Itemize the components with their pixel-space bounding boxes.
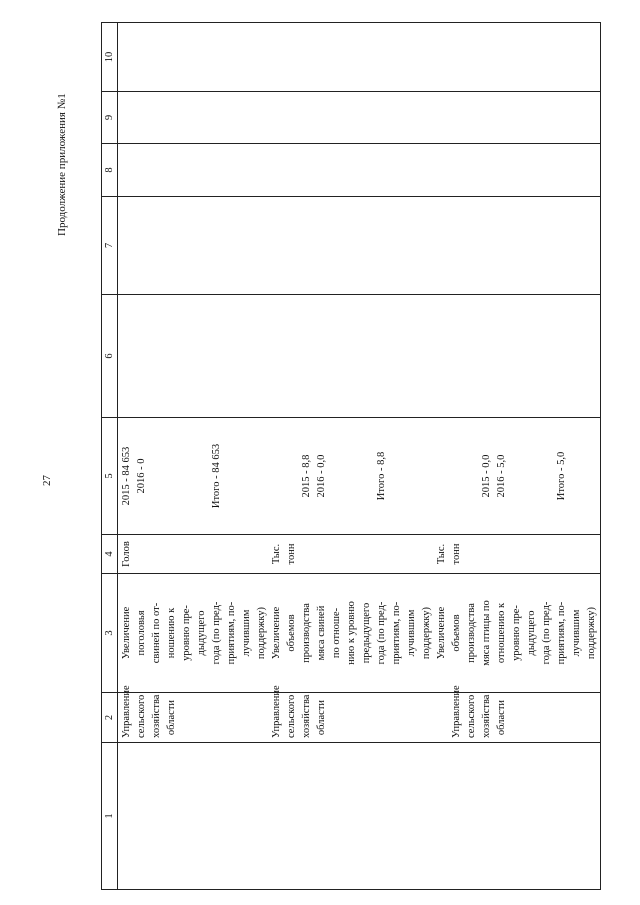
cell-text-line: объемов: [286, 614, 297, 652]
cell-text-line: свиней по от-: [151, 602, 162, 664]
cell-text-line: дыдущего: [196, 610, 207, 656]
cell-text-line: [359, 539, 374, 569]
cell-text-line: [374, 697, 389, 738]
col-2-cell: [118, 685, 601, 743]
cell-text-line: [404, 697, 419, 738]
cell-text-line: сельского: [136, 694, 147, 738]
table-body-row: [118, 23, 601, 890]
cell-text-line: Тыс.: [436, 543, 447, 565]
cell-text-line: тонн: [286, 543, 297, 565]
cell-text-line: [119, 27, 134, 87]
cell-text-line: [179, 422, 194, 530]
cell-text-line: сельского: [466, 694, 477, 738]
cell-text-line: года (по пред-: [541, 601, 552, 665]
cell-text-line: [149, 422, 164, 530]
cell-text-line: объемов: [451, 614, 462, 652]
cell-text-line: области: [166, 699, 177, 736]
cell-text-line: [344, 422, 359, 530]
cell-text-line: [194, 539, 209, 569]
cell-text-line: 2015 - 84 653: [121, 446, 132, 506]
cell-text-line: 2016 - 0: [136, 458, 147, 494]
cell-text-line: [239, 422, 254, 530]
cell-text-line: [389, 539, 404, 569]
header-col-8: 8: [102, 144, 118, 197]
cell-text-line: [224, 697, 239, 738]
cell-text-line: [299, 539, 314, 569]
col-4-cell: [118, 535, 601, 574]
cell-text-line: [119, 747, 134, 885]
cell-text-line: [254, 539, 269, 569]
cell-text-line: [419, 422, 434, 530]
cell-text-line: ношению к: [166, 607, 177, 659]
cell-text-line: [269, 422, 284, 530]
cell-text-line: Голов: [121, 541, 132, 567]
cell-text-line: [344, 539, 359, 569]
cell-text-line: [224, 422, 239, 530]
cell-text-line: [434, 697, 449, 738]
cell-text-line: отношению к: [496, 602, 507, 664]
cell-text-line: Тыс.: [271, 543, 282, 565]
cell-text-line: [239, 697, 254, 738]
cell-text-line: мяса свиней: [316, 605, 327, 661]
table-header-row: [102, 23, 118, 890]
cell-text-line: Увеличение: [436, 606, 447, 660]
cell-text-line: поголовья: [136, 610, 147, 656]
col-9-cell: [118, 92, 601, 144]
cell-text-line: [119, 201, 134, 290]
cell-text-line: Управление: [271, 685, 282, 738]
cell-text-line: поддержку): [256, 606, 267, 660]
cell-text-line: Увеличение: [271, 606, 282, 660]
cell-text-line: [284, 422, 299, 530]
cell-text-line: [419, 539, 434, 569]
cell-text-line: [209, 539, 224, 569]
cell-text-line: Итого - 5,0: [556, 451, 567, 501]
cell-text-line: поддержку): [421, 606, 432, 660]
cell-text-line: поддержку): [586, 606, 597, 660]
cell-text-line: хозяйства: [481, 694, 492, 738]
cell-text-line: лучившим: [406, 609, 417, 657]
cell-text-line: нию к уровню: [346, 601, 357, 665]
cell-text-line: Итого - 8,8: [376, 451, 387, 501]
header-col-2: 2: [102, 693, 118, 743]
cell-text-line: года (по пред-: [376, 601, 387, 665]
header-col-4: 4: [102, 535, 118, 574]
cell-text-line: [164, 539, 179, 569]
cell-text-line: хозяйства: [301, 694, 312, 738]
cell-text-line: производства: [301, 603, 312, 663]
cell-text-line: 2015 - 0,0: [481, 454, 492, 498]
rotated-table-wrapper: [101, 23, 631, 890]
cell-text-line: области: [496, 699, 507, 736]
cell-text-line: хозяйства: [151, 694, 162, 738]
cell-text-line: [359, 422, 374, 530]
col-5-cell: [118, 418, 601, 535]
cell-text-line: [254, 697, 269, 738]
cell-text-line: [224, 539, 239, 569]
cell-text-line: [194, 697, 209, 738]
col-10-cell: [118, 23, 601, 92]
cell-text-line: [464, 422, 479, 530]
cell-text-line: [419, 697, 434, 738]
header-col-7: 7: [102, 197, 118, 295]
cell-text-line: [434, 422, 449, 530]
cell-text-line: [404, 422, 419, 530]
cell-text-line: [449, 422, 464, 530]
cell-text-line: [119, 299, 134, 413]
col-6-cell: [118, 295, 601, 418]
cell-text-line: [374, 539, 389, 569]
cell-text-line: [119, 96, 134, 139]
cell-text-line: [329, 539, 344, 569]
cell-text-line: Увеличение: [121, 606, 132, 660]
cell-text-line: [254, 422, 269, 530]
cell-text-line: уровню пре-: [181, 605, 192, 661]
header-col-10: 10: [102, 23, 118, 92]
cell-text-line: [509, 422, 524, 530]
cell-text-line: [209, 697, 224, 738]
cell-text-line: [239, 539, 254, 569]
cell-text-line: [164, 422, 179, 530]
header-col-9: 9: [102, 92, 118, 144]
cell-text-line: Управление: [121, 685, 132, 738]
cell-text-line: [179, 539, 194, 569]
cell-text-line: [359, 697, 374, 738]
appendix-table: [101, 22, 601, 890]
col-7-cell: [118, 197, 601, 295]
cell-text-line: [404, 539, 419, 569]
cell-text-line: года (по пред-: [211, 601, 222, 665]
header-col-6: 6: [102, 295, 118, 418]
cell-text-line: [134, 539, 149, 569]
cell-text-line: области: [316, 699, 327, 736]
cell-text-line: [389, 422, 404, 530]
cell-text-line: дыдущего: [526, 610, 537, 656]
cell-text-line: [389, 697, 404, 738]
col-8-cell: [118, 144, 601, 197]
cell-text-line: [329, 697, 344, 738]
header-col-3: 3: [102, 574, 118, 693]
header-col-1: 1: [102, 743, 118, 890]
cell-text-line: лучившим: [241, 609, 252, 657]
cell-text-line: Итого - 84 653: [211, 443, 222, 509]
cell-text-line: мяса птицы по: [481, 600, 492, 666]
cell-text-line: предыдущего: [361, 602, 372, 664]
appendix-label: Продолжение приложения №1: [56, 93, 68, 236]
cell-text-line: [149, 539, 164, 569]
header-col-5: 5: [102, 418, 118, 535]
cell-text-line: [194, 422, 209, 530]
col-1-cell: [118, 743, 601, 890]
cell-text-line: по отноше-: [331, 607, 342, 659]
cell-text-line: [524, 422, 539, 530]
col-3-cell: [118, 574, 601, 693]
cell-text-line: [179, 697, 194, 738]
cell-text-line: Управление: [451, 685, 462, 738]
cell-text-line: 2016 - 0,0: [316, 454, 327, 498]
cell-text-line: приятиям, по-: [391, 601, 402, 665]
cell-text-line: тонн: [451, 543, 462, 565]
cell-text-line: 2015 - 8,8: [301, 454, 312, 498]
cell-text-line: лучившим: [571, 609, 582, 657]
cell-text-line: производства: [466, 603, 477, 663]
cell-text-line: уровню пре-: [511, 605, 522, 661]
cell-text-line: 2016 - 5,0: [496, 454, 507, 498]
cell-text-line: сельского: [286, 694, 297, 738]
cell-text-line: [329, 422, 344, 530]
cell-text-line: приятиям, по-: [226, 601, 237, 665]
cell-text-line: приятиям, по-: [556, 601, 567, 665]
cell-text-line: [344, 697, 359, 738]
page-number: 27: [41, 475, 53, 486]
cell-text-line: [314, 539, 329, 569]
cell-text-line: [119, 148, 134, 192]
cell-text-line: [539, 422, 554, 530]
